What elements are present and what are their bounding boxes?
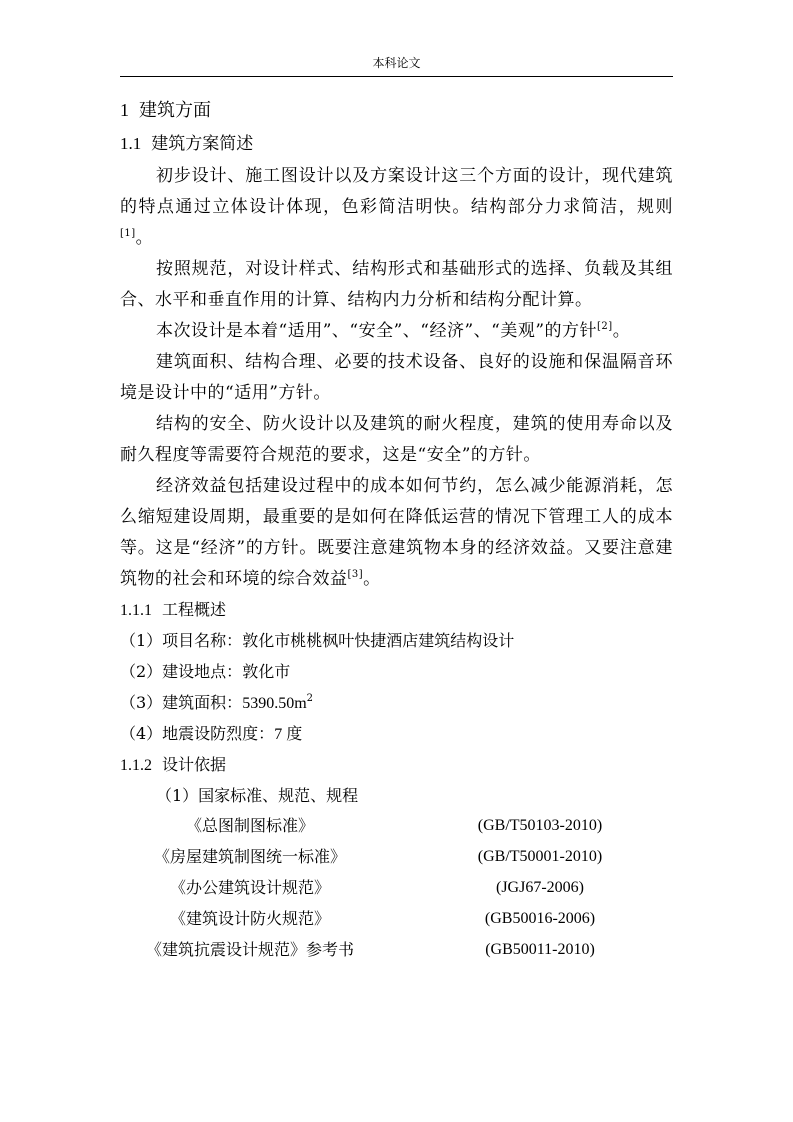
citation-ref: [2] [597, 321, 613, 332]
overview-value: 5390.50m [242, 695, 307, 712]
basis-intro: （1）国家标准、规范、规程 [156, 786, 359, 805]
section-title: 建筑方面 [139, 100, 211, 121]
overview-list [120, 626, 673, 750]
standard-name: 《房屋建筑制图统一标准》 [153, 847, 346, 866]
running-header: 本科论文 [372, 56, 421, 70]
section-number: 1.1.2 [120, 757, 152, 774]
paragraph-text: 经济效益包括建设过程中的成本如何节约，怎么减少能源消耗，怎么缩短建设周期，最重要的是如何在降低运营的情况下管理工人的成本等。这是“经济”的方针。既要注意建筑物本身的经济效益。又要注意建筑物的社会和环境的综合效益 [120, 476, 673, 589]
header-rule [120, 76, 673, 77]
standard-row [120, 873, 673, 904]
standard-row [120, 904, 673, 935]
body-paragraph [120, 316, 673, 347]
overview-item [120, 626, 673, 657]
paragraph-tail: 。 [135, 228, 154, 248]
overview-value: 7 度 [274, 726, 303, 743]
section-heading-1-1-2 [120, 750, 673, 781]
standard-code: (GB50016-2006) [484, 910, 596, 927]
section-heading-1-1 [120, 129, 673, 161]
paragraph-text: 本次设计是本着“适用”、“安全”、“经济”、“美观”的方针 [156, 321, 598, 341]
body-paragraph [120, 254, 673, 316]
citation-ref: [1] [120, 228, 136, 239]
unit-superscript: 2 [306, 693, 314, 704]
body-paragraph [120, 347, 673, 409]
overview-value: 敦化市桃桃枫叶快捷酒店建筑结构设计 [242, 633, 515, 650]
section-number: 1 [120, 100, 129, 120]
standard-name: 《总图制图标准》 [185, 816, 314, 835]
standard-code: (JGJ67-2006) [496, 879, 584, 896]
section-heading-1-1-1 [120, 595, 673, 626]
body-paragraph [120, 161, 673, 254]
section-heading-1 [120, 95, 673, 125]
overview-item [120, 657, 673, 688]
standards-list [120, 811, 673, 966]
overview-label: （4）地震设防烈度： [120, 724, 275, 743]
paragraph-text: 按照规范，对设计样式、结构形式和基础形式的选择、负载及其组合、水平和垂直作用的计算、结构内力分析和结构分配计算。 [120, 259, 673, 310]
section-title: 设计依据 [162, 755, 227, 774]
page-content [120, 95, 673, 966]
standard-name: 《建筑设计防火规范》 [169, 909, 330, 928]
standard-row [120, 935, 673, 966]
section-title: 工程概述 [162, 600, 227, 619]
standard-row [120, 842, 673, 873]
overview-label: （3）建筑面积： [120, 693, 243, 712]
standard-name: 《建筑抗震设计规范》参考书 [145, 940, 354, 959]
paragraph-text: 建筑面积、结构合理、必要的技术设备、良好的设施和保温隔音环境是设计中的“适用”方针。 [120, 352, 673, 403]
paragraph-text: 初步设计、施工图设计以及方案设计这三个方面的设计，现代建筑的特点通过立体设计体现，色彩简洁明快。结构部分力求简洁，规则 [120, 166, 673, 217]
citation-ref: [3] [347, 569, 364, 580]
standard-code: (GB50011-2010) [485, 941, 595, 958]
section-number: 1.1 [120, 134, 142, 153]
standard-code: (GB/T50103-2010) [477, 817, 603, 834]
standard-code: (GB/T50001-2010) [477, 848, 603, 865]
section-title: 建筑方案简述 [151, 134, 254, 154]
overview-value: 敦化市 [242, 664, 291, 681]
body-paragraphs [120, 161, 673, 595]
body-paragraph [120, 409, 673, 471]
standard-row [120, 811, 673, 842]
paragraph-tail: 。 [363, 569, 381, 589]
body-paragraph [120, 471, 673, 595]
overview-item [120, 688, 673, 719]
paragraph-text: 结构的安全、防火设计以及建筑的耐火程度，建筑的使用寿命以及耐久程度等需要符合规范的要求，这是“安全”的方针。 [120, 414, 673, 465]
standard-name: 《办公建筑设计规范》 [169, 878, 330, 897]
overview-label: （1）项目名称： [120, 631, 243, 650]
overview-label: （2）建设地点： [120, 662, 243, 681]
overview-item [120, 719, 673, 750]
paragraph-tail: 。 [612, 321, 631, 341]
section-number: 1.1.1 [120, 602, 152, 619]
